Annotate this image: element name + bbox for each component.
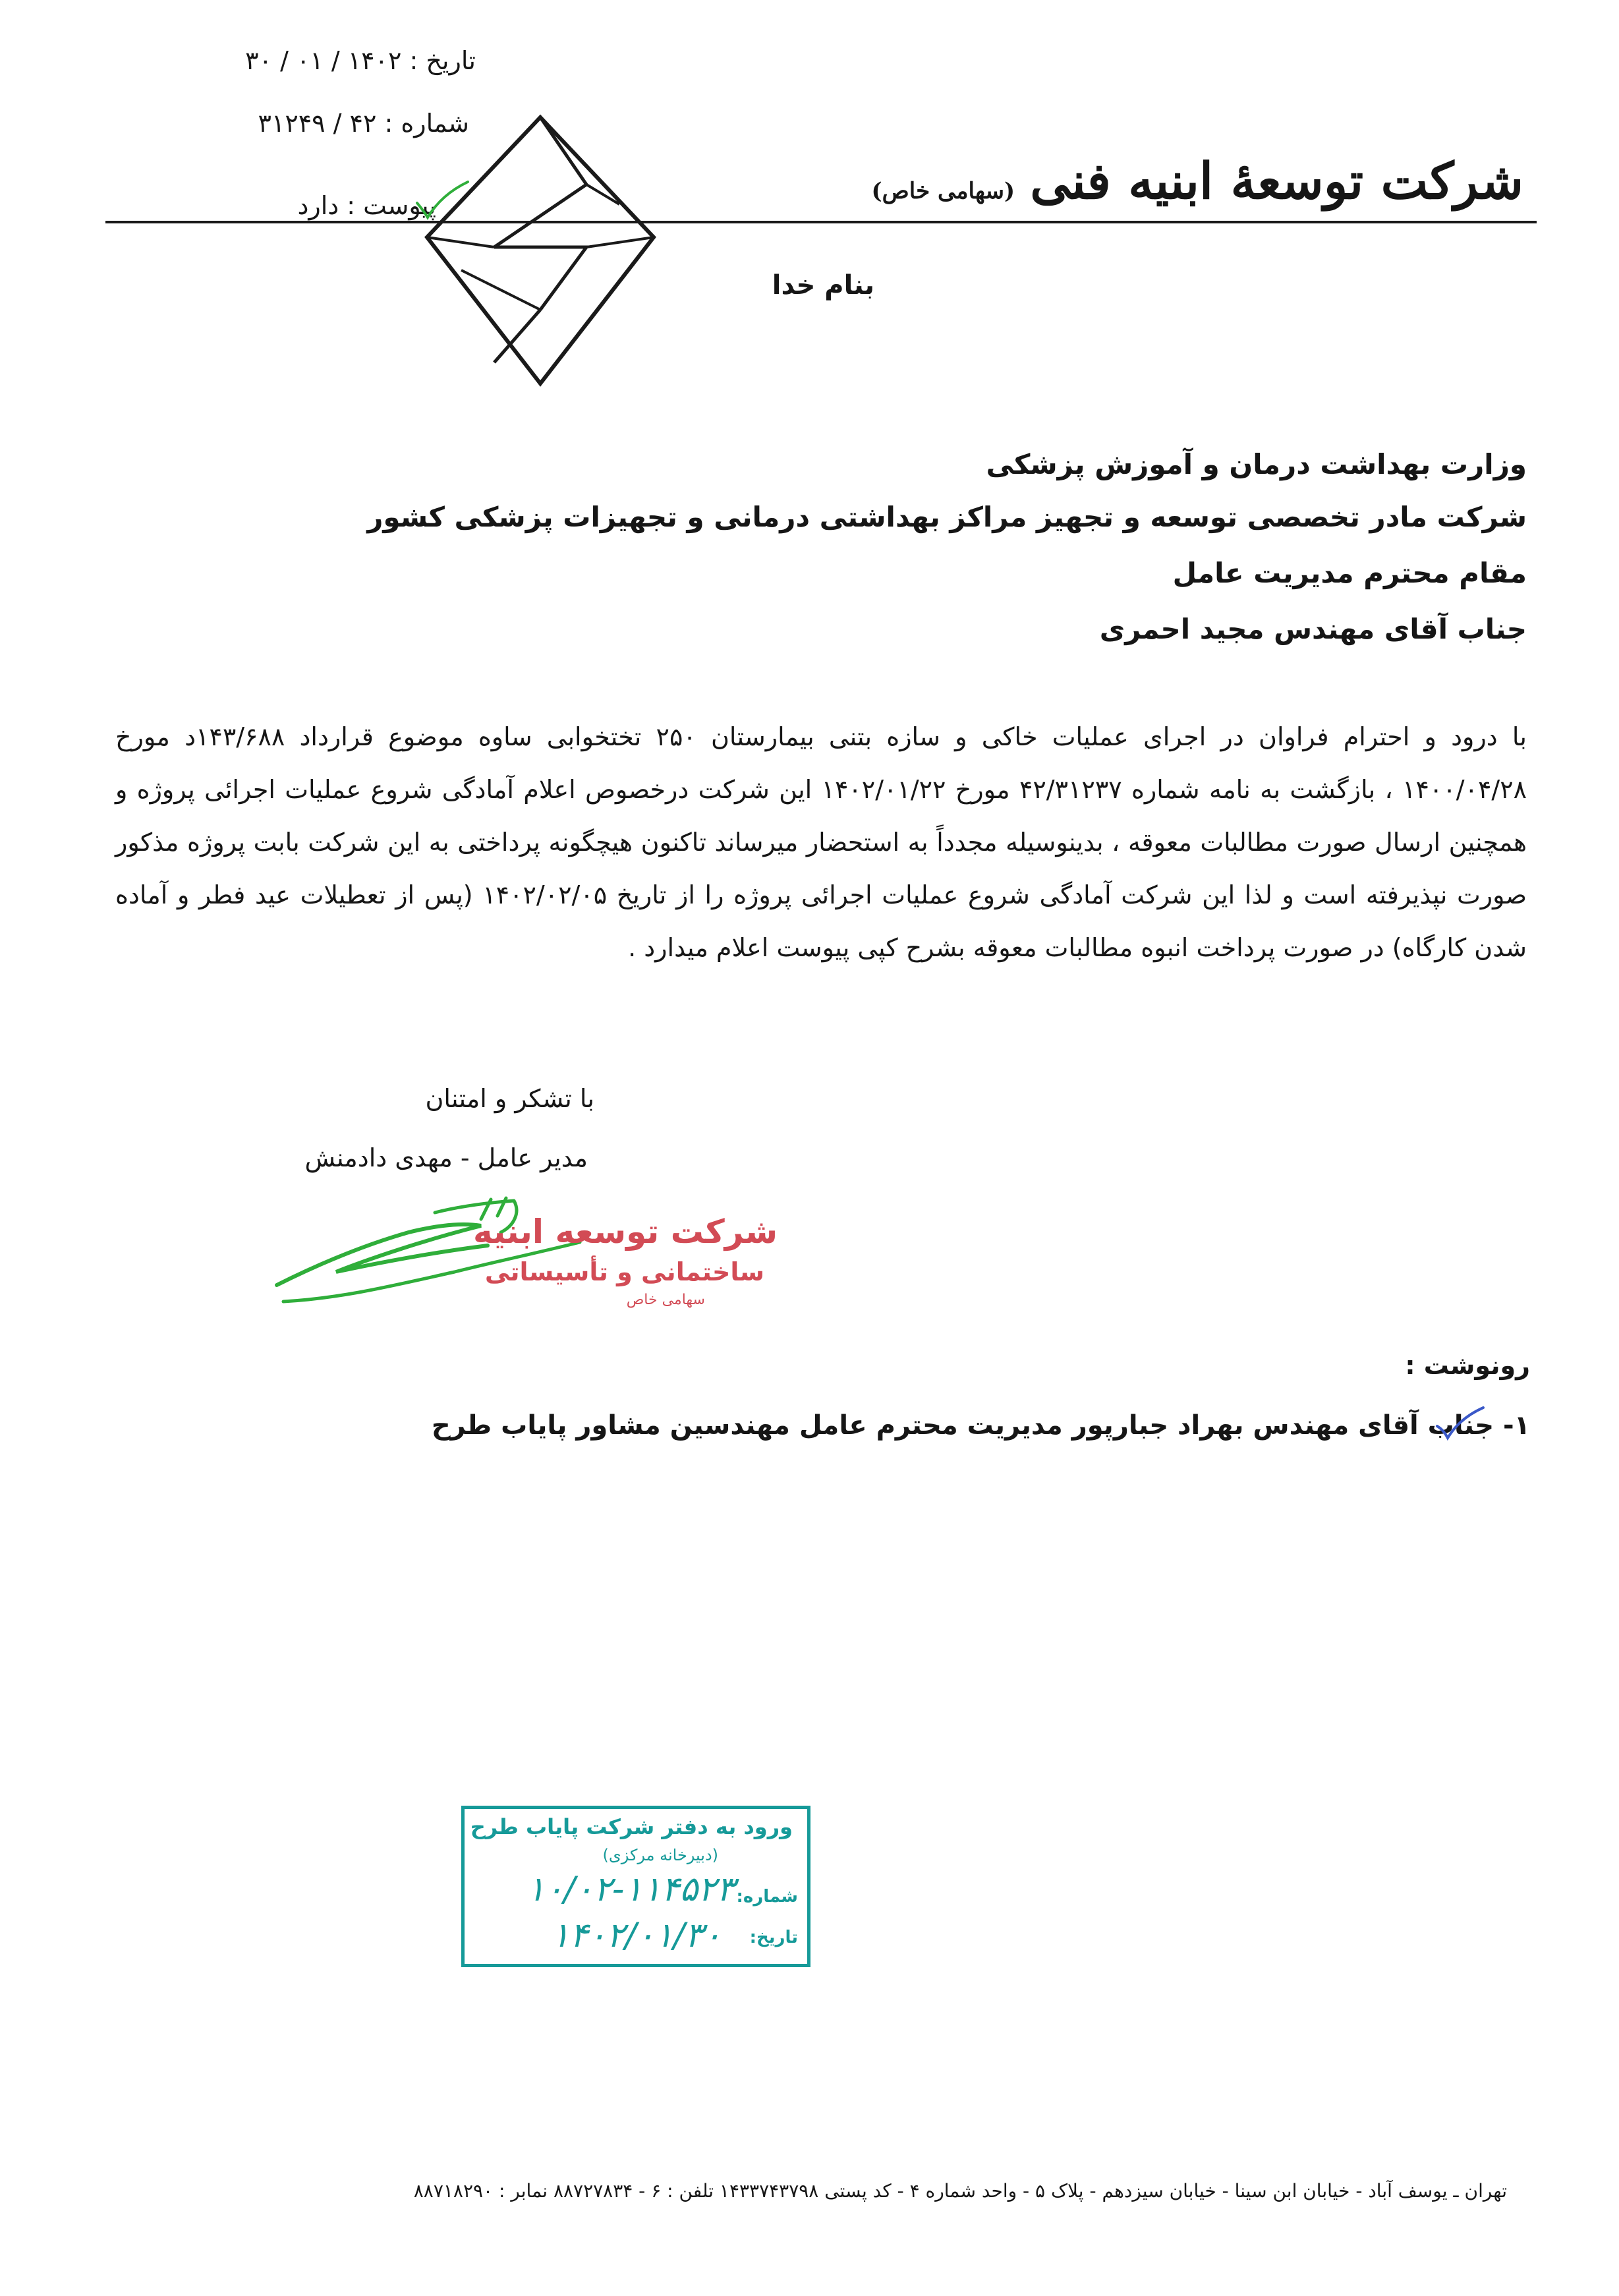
attachment-label: پیوست : دارد [297, 191, 436, 220]
header-rule [105, 221, 1537, 223]
recipient-company: شرکت مادر تخصصی توسعه و تجهیز مراکز بهداشتی درمانی و تجهیزات پزشکی کشور [367, 501, 1527, 533]
company-stamp-line3: سهامی خاص [626, 1292, 705, 1308]
recipient-person: جناب آقای مهندس مجید احمری [1099, 613, 1527, 645]
footer-address: تهران ـ یوسف آباد - خیابان ابن سینا - خیابان سیزدهم - پلاک ۵ - واحد شماره ۴ - کد پستی ۱۴۳۳۷۴۳۷۹۸ تلفن : ۶ - ۸۸۷۲۷۸۳۴ نمابر : ۸۸۷۱۸۲۹۰ [413, 2180, 1507, 2202]
company-stamp-line2: ساختمانی و تأسیساتی [484, 1257, 764, 1286]
date-label: تاریخ : [409, 46, 476, 75]
number-label: شماره : [384, 109, 469, 138]
letter-date [245, 46, 476, 75]
invocation: بنام خدا [772, 270, 874, 301]
receipt-date-value: ۱۴۰۲/۰۱/۳۰ [551, 1916, 722, 1955]
receipt-stamp [461, 1806, 810, 1967]
company-logo [422, 112, 659, 389]
recipient-ministry: وزارت بهداشت درمان و آموزش پزشکی [986, 448, 1527, 480]
company-name: شرکت توسعهٔ ابنیه فنی [1030, 152, 1523, 210]
receipt-stamp-subtitle: (دبیرخانه مرکزی) [602, 1846, 718, 1864]
receipt-stamp-title: ورود به دفتر شرکت پایاب طرح [470, 1814, 793, 1839]
company-stamp-line1: شرکت توسعه ابنیه [473, 1213, 778, 1251]
cc-label: رونوشت : [1405, 1351, 1530, 1380]
receipt-number-label: شماره: [736, 1887, 798, 1907]
cc-item-number: ۱- [1502, 1410, 1530, 1441]
recipient-position: مقام محترم مدیریت عامل [1172, 557, 1527, 589]
company-type: (سهامی خاص) [871, 178, 1015, 204]
cc-item [432, 1410, 1530, 1441]
company-stamp [473, 1213, 791, 1318]
closing-thanks: با تشکر و امتنان [425, 1084, 594, 1113]
company-header [872, 152, 1523, 210]
date-value: ۱۴۰۲ / ۰۱ / ۳۰ [245, 46, 402, 75]
receipt-number-value: ۱۰/۰۲-۱۱۴۵۲۳ [526, 1870, 735, 1909]
cc-item-text: جناب آقای مهندس بهراد جبارپور مدیریت محترم عامل مهندسین مشاور پایاب طرح [431, 1410, 1494, 1441]
receipt-date-label: تاریخ: [749, 1928, 798, 1947]
cc-check-icon [1433, 1404, 1486, 1443]
number-value: ۴۲ / ۳۱۲۴۹ [258, 109, 377, 138]
signatory-name: مدیر عامل - مهدی دادمنش [304, 1143, 588, 1172]
letter-body: با درود و احترام فراوان در اجرای عملیات خاکی و سازه بتنی بیمارستان ۲۵۰ تختخوابی ساوه موضوع قرارداد ۱۴۳/۶۸۸د مورخ ۱۴۰۰/۰۴/۲۸ ، بازگشت به نامه شماره ۴۲/۳۱۲۳۷ مورخ ۱۴۰۲/۰۱/۲۲ این شرکت درخصوص اعلام آمادگی شروع عملیات اجرائی پروژه و همچنین ارسال صورت مطالبات معوقه ، بدینوسیله مجدداً به استحضار میرساند تاکنون هیچگونه پرداختی به این شرکت بابت پروژه مذکور صورت نپذیرفته است و لذا این شرکت آمادگی شروع عملیات اجرائی پروژه را از تاریخ ۱۴۰۲/۰۲/۰۵ (پس از تعطیلات عید فطر و آماده شدن کارگاه) در صورت پرداخت انبوه مطالبات معوقه بشرح کپی پیوست اعلام میدارد . [115, 722, 1527, 962]
